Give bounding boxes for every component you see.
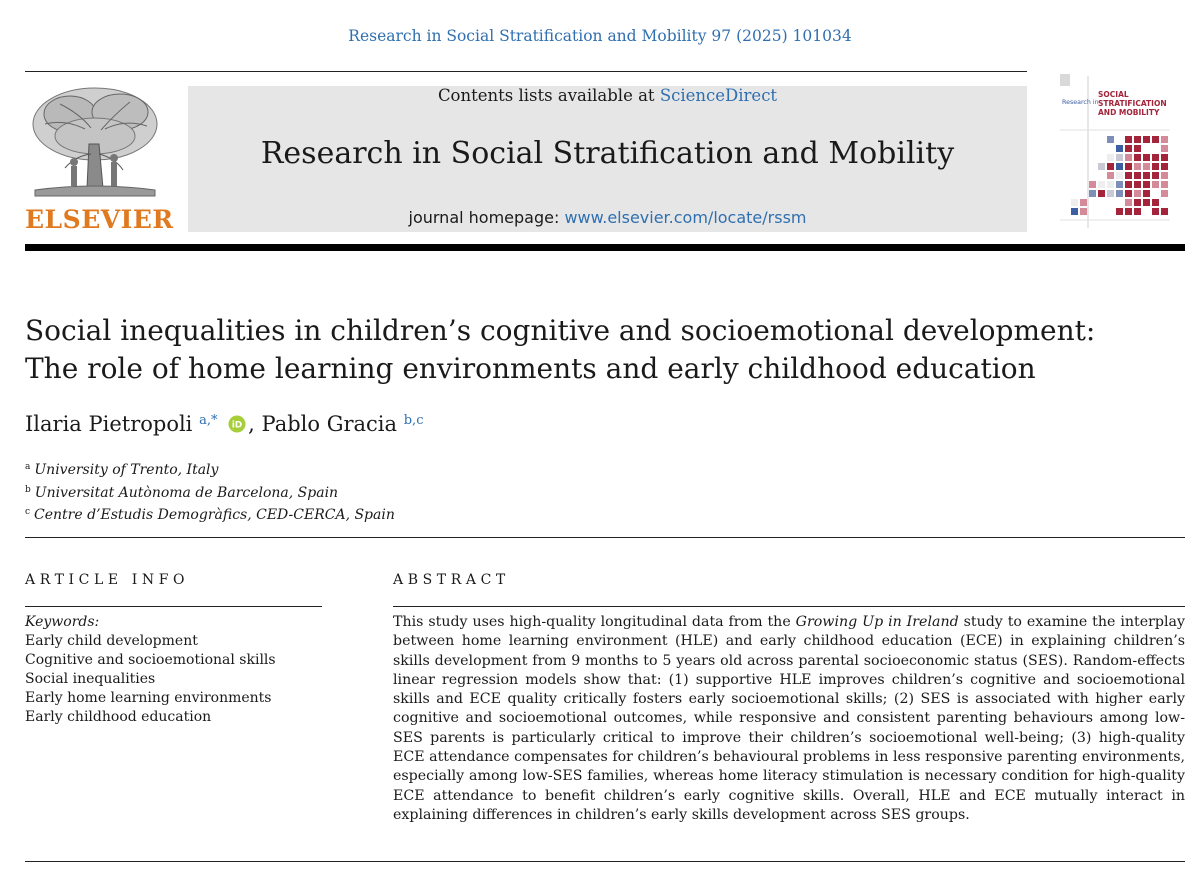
top-rule [25, 71, 1027, 72]
keyword-item: Cognitive and socioemotional skills [25, 652, 276, 668]
author-affiliation-link[interactable]: a,* [199, 413, 218, 428]
affiliation-item [25, 503, 395, 526]
keyword-item: Early childhood education [25, 709, 212, 725]
cover-mosaic-tile [1161, 136, 1168, 143]
author-name[interactable]: Pablo Gracia [261, 412, 398, 436]
cover-mosaic-tile [1125, 163, 1132, 170]
homepage-prefix: journal homepage: [408, 208, 565, 227]
cover-title-line3: AND MOBILITY [1098, 108, 1160, 117]
cover-mosaic-tile [1080, 199, 1087, 206]
article-info-heading: ARTICLE INFO [25, 572, 190, 588]
abstract-rule [393, 606, 1185, 607]
cover-mosaic-tile [1161, 181, 1168, 188]
elsevier-logo[interactable] [25, 84, 174, 234]
cover-mosaic-tile [1134, 190, 1141, 197]
keywords-block [25, 613, 276, 727]
cover-mosaic-tile [1143, 172, 1150, 179]
cover-mosaic-tile [1116, 163, 1123, 170]
cover-mosaic-tile [1098, 181, 1105, 188]
cover-mosaic-tile [1134, 136, 1141, 143]
author-list [25, 412, 423, 438]
cover-mosaic-tile [1125, 190, 1132, 197]
cover-mosaic-tile [1107, 163, 1114, 170]
keyword-item: Early child development [25, 633, 198, 649]
abstract-part: This study uses high-quality longitudinal data from the [393, 614, 796, 630]
cover-mosaic-tile [1143, 190, 1150, 197]
cover-mosaic-tile [1134, 172, 1141, 179]
cover-mosaic-tile [1152, 163, 1159, 170]
affiliation-marker: a [25, 462, 31, 472]
journal-cover-image [1058, 72, 1172, 232]
header-thick-rule [25, 244, 1185, 251]
homepage-line [188, 208, 1027, 227]
cover-mosaic-tile [1143, 181, 1150, 188]
journal-banner [188, 86, 1027, 232]
affiliation-text: Universitat Autònoma de Barcelona, Spain [34, 484, 339, 501]
cover-mosaic-tile [1152, 181, 1159, 188]
author-affiliation-link[interactable]: b,c [403, 413, 424, 428]
elsevier-tree-icon [25, 84, 165, 202]
affiliation-marker: c [25, 507, 31, 517]
abstract-heading: ABSTRACT [393, 572, 510, 588]
cover-mosaic-tile [1161, 163, 1168, 170]
affiliation-marker: b [25, 484, 31, 495]
cover-mosaic-tile [1125, 199, 1132, 206]
affiliation-item [25, 458, 395, 481]
keyword-item: Early home learning environments [25, 690, 272, 706]
author-separator: , [248, 412, 262, 436]
cover-research-in: Research in [1062, 99, 1099, 106]
cover-mosaic-tile [1143, 136, 1150, 143]
keywords-label: Keywords: [25, 614, 100, 630]
cover-title-line1: SOCIAL [1098, 90, 1129, 99]
journal-homepage-link[interactable]: www.elsevier.com/locate/rssm [564, 208, 807, 227]
contents-line [188, 86, 1027, 105]
orcid-icon[interactable] [228, 414, 246, 438]
cover-mosaic-tile [1134, 154, 1141, 161]
cover-mosaic-tile [1143, 199, 1150, 206]
cover-mosaic-tile [1125, 208, 1132, 215]
cover-mosaic-tile [1107, 190, 1114, 197]
cover-mosaic-tile [1107, 136, 1114, 143]
cover-mosaic-tile [1107, 172, 1114, 179]
keyword-item: Social inequalities [25, 671, 156, 687]
cover-mosaic-tile [1107, 154, 1114, 161]
paper-title-line2: The role of home learning environments and early childhood education [25, 352, 1036, 385]
cover-mosaic-tile [1125, 181, 1132, 188]
abstract-part: study to examine the interplay between home learning environment (HLE) and early childhood education (ECE) in explaining children’s skills development from 9 months to 5 years old across parental socioeconomic status (SES). Random-effects linear regression models show that: (1) supportive HLE improves children’s cognitive and socioemotional skills and ECE quality critically fosters early socioemotional skills; (2) SES is associated with higher early cognitive and socioemotional outcomes, while responsive and consistent parenting behaviours among low-SES parents is particularly critical to improve their children’s socioemotional well-being; (3) high-quality ECE attendance compensates for children’s behavioural problems in less responsive parenting environments, especially among low-SES families, whereas home literacy stimulation is necessary condition for high-quality ECE attendance to benefit children’s early cognitive skills. Overall, HLE and ECE mutually interact in explaining differences in children’s early skills development across SES groups. [393, 614, 1185, 823]
cover-mosaic-tile [1089, 190, 1096, 197]
cover-mosaic-tile [1134, 181, 1141, 188]
cover-mosaic-tile [1152, 208, 1159, 215]
cover-mosaic-tile [1071, 208, 1078, 215]
bottom-rule [25, 861, 1185, 862]
cover-mosaic-tile [1116, 190, 1123, 197]
journal-citation[interactable]: Research in Social Stratification and Mobility 97 (2025) 101034 [348, 27, 852, 45]
cover-mosaic-tile [1071, 199, 1078, 206]
journal-cover-thumbnail[interactable] [1058, 72, 1172, 232]
cover-mosaic-tile [1089, 181, 1096, 188]
abstract-study-name: Growing Up in Ireland [795, 614, 959, 630]
cover-mosaic-tile [1134, 208, 1141, 215]
cover-mosaic-tile [1116, 208, 1123, 215]
article-info-rule [25, 606, 322, 607]
sciencedirect-link[interactable]: ScienceDirect [659, 86, 778, 105]
cover-mosaic-tile [1116, 172, 1123, 179]
cover-mosaic-tile [1161, 145, 1168, 152]
section-rule [25, 537, 1185, 538]
cover-mosaic-tile [1125, 154, 1132, 161]
cover-mosaic-tile [1134, 163, 1141, 170]
paper-title-line1: Social inequalities in children’s cognitive and socioemotional development: [25, 314, 1096, 347]
cover-mosaic-tile [1161, 154, 1168, 161]
cover-mosaic-tile [1161, 172, 1168, 179]
cover-mosaic-tile [1161, 208, 1168, 215]
cover-mosaic-tile [1107, 181, 1114, 188]
cover-mosaic-tile [1125, 136, 1132, 143]
cover-mosaic-tile [1116, 145, 1123, 152]
cover-title-line2: STRATIFICATION [1098, 99, 1167, 108]
cover-mosaic-tile [1152, 136, 1159, 143]
contents-prefix: Contents lists available at [437, 86, 660, 105]
affiliation-list [25, 458, 395, 526]
cover-mosaic-tile [1098, 163, 1105, 170]
cover-mosaic-tile [1143, 154, 1150, 161]
cover-mosaic-tile [1143, 163, 1150, 170]
cover-mosaic-tile [1125, 145, 1132, 152]
abstract-text [393, 613, 1185, 825]
affiliation-text: University of Trento, Italy [34, 462, 219, 478]
cover-mosaic-tile [1152, 154, 1159, 161]
cover-mosaic-tile [1152, 172, 1159, 179]
cover-mosaic-tile [1098, 190, 1105, 197]
cover-mosaic-tile [1116, 154, 1123, 161]
journal-title: Research in Social Stratification and Mobility [260, 136, 955, 171]
cover-mosaic-tile [1152, 199, 1159, 206]
paper-title [25, 312, 1175, 388]
cover-mosaic-tile [1134, 145, 1141, 152]
cover-mosaic-tile [1161, 190, 1168, 197]
affiliation-item [25, 481, 395, 504]
svg-text:iD: iD [231, 420, 243, 431]
cover-mosaic-tile [1080, 208, 1087, 215]
elsevier-wordmark: ELSEVIER [25, 205, 174, 234]
cover-mosaic-tile [1116, 181, 1123, 188]
cover-mosaic-tile [1125, 172, 1132, 179]
affiliation-text: Centre d’Estudis Demogràfics, CED-CERCA, Spain [34, 507, 395, 523]
author-name[interactable]: Ilaria Pietropoli [25, 412, 193, 436]
cover-mosaic-tile [1134, 199, 1141, 206]
